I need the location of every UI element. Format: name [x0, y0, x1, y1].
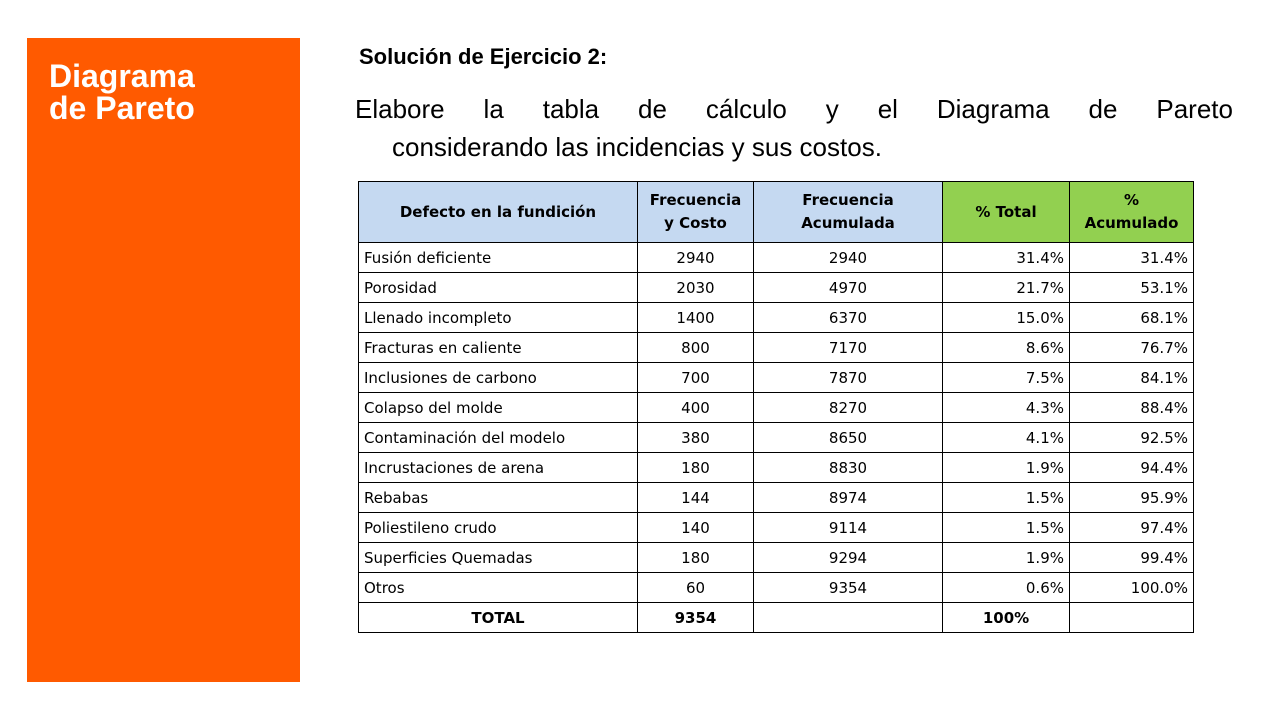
total-pct: 100% [943, 603, 1070, 633]
header-pct-acumulado: % Acumulado [1070, 182, 1194, 243]
cell-pct-acumulado: 88.4% [1070, 393, 1194, 423]
table-row [359, 273, 1194, 303]
cell-defecto: Poliestileno crudo [359, 513, 638, 543]
cell-defecto: Otros [359, 573, 638, 603]
table-row [359, 423, 1194, 453]
header-frecuencia-acumulada: Frecuencia Acumulada [754, 182, 943, 243]
cell-defecto: Contaminación del modelo [359, 423, 638, 453]
cell-defecto: Colapso del molde [359, 393, 638, 423]
table-row [359, 483, 1194, 513]
cell-frecuencia: 140 [638, 513, 754, 543]
cell-frecuencia: 700 [638, 363, 754, 393]
cell-pct-total: 4.1% [943, 423, 1070, 453]
cell-pct-acumulado: 99.4% [1070, 543, 1194, 573]
cell-acumulada: 8270 [754, 393, 943, 423]
cell-acumulada: 8974 [754, 483, 943, 513]
cell-frecuencia: 180 [638, 543, 754, 573]
cell-pct-total: 21.7% [943, 273, 1070, 303]
cell-pct-total: 1.9% [943, 543, 1070, 573]
total-pct-acumulado [1070, 603, 1194, 633]
cell-pct-acumulado: 31.4% [1070, 243, 1194, 273]
cell-frecuencia: 800 [638, 333, 754, 363]
cell-defecto: Fusión deficiente [359, 243, 638, 273]
cell-acumulada: 6370 [754, 303, 943, 333]
header-frecuencia-costo: Frecuencia y Costo [638, 182, 754, 243]
cell-frecuencia: 2030 [638, 273, 754, 303]
cell-frecuencia: 380 [638, 423, 754, 453]
cell-defecto: Incrustaciones de arena [359, 453, 638, 483]
cell-pct-total: 15.0% [943, 303, 1070, 333]
cell-pct-acumulado: 76.7% [1070, 333, 1194, 363]
cell-pct-total: 7.5% [943, 363, 1070, 393]
cell-pct-total: 1.9% [943, 453, 1070, 483]
table-body [359, 243, 1194, 633]
cell-pct-acumulado: 95.9% [1070, 483, 1194, 513]
cell-acumulada: 9354 [754, 573, 943, 603]
table-row [359, 513, 1194, 543]
cell-frecuencia: 180 [638, 453, 754, 483]
cell-defecto: Llenado incompleto [359, 303, 638, 333]
cell-pct-total: 1.5% [943, 513, 1070, 543]
total-label: TOTAL [359, 603, 638, 633]
cell-acumulada: 7170 [754, 333, 943, 363]
pareto-table [358, 181, 1194, 633]
table-row [359, 543, 1194, 573]
cell-defecto: Porosidad [359, 273, 638, 303]
cell-acumulada: 9114 [754, 513, 943, 543]
cell-pct-acumulado: 68.1% [1070, 303, 1194, 333]
table-row [359, 453, 1194, 483]
cell-acumulada: 8830 [754, 453, 943, 483]
instruction-text [355, 90, 1233, 166]
cell-defecto: Superficies Quemadas [359, 543, 638, 573]
cell-defecto: Fracturas en caliente [359, 333, 638, 363]
cell-pct-acumulado: 100.0% [1070, 573, 1194, 603]
table-row [359, 573, 1194, 603]
table-row [359, 363, 1194, 393]
table-row [359, 243, 1194, 273]
cell-acumulada: 8650 [754, 423, 943, 453]
cell-frecuencia: 60 [638, 573, 754, 603]
header-pct-total: % Total [943, 182, 1070, 243]
cell-acumulada: 9294 [754, 543, 943, 573]
cell-pct-acumulado: 92.5% [1070, 423, 1194, 453]
cell-pct-acumulado: 94.4% [1070, 453, 1194, 483]
cell-acumulada: 2940 [754, 243, 943, 273]
cell-pct-acumulado: 97.4% [1070, 513, 1194, 543]
table-row [359, 333, 1194, 363]
table-row [359, 303, 1194, 333]
cell-defecto: Rebabas [359, 483, 638, 513]
cell-frecuencia: 1400 [638, 303, 754, 333]
cell-pct-total: 8.6% [943, 333, 1070, 363]
total-acumulada [754, 603, 943, 633]
cell-acumulada: 4970 [754, 273, 943, 303]
cell-frecuencia: 2940 [638, 243, 754, 273]
total-frecuencia: 9354 [638, 603, 754, 633]
slide-title: Diagrama de Pareto [49, 58, 195, 126]
table-total-row [359, 603, 1194, 633]
solution-heading: Solución de Ejercicio 2: [359, 44, 608, 69]
cell-pct-total: 4.3% [943, 393, 1070, 423]
table-row [359, 393, 1194, 423]
header-defecto: Defecto en la fundición [359, 182, 638, 243]
cell-pct-total: 0.6% [943, 573, 1070, 603]
cell-defecto: Inclusiones de carbono [359, 363, 638, 393]
instruction-line-2: considerando las incidencias y sus costos. [392, 132, 882, 162]
sidebar-panel [27, 38, 300, 682]
cell-acumulada: 7870 [754, 363, 943, 393]
cell-pct-acumulado: 53.1% [1070, 273, 1194, 303]
cell-pct-total: 31.4% [943, 243, 1070, 273]
cell-pct-acumulado: 84.1% [1070, 363, 1194, 393]
table-header-row [359, 182, 1194, 243]
cell-frecuencia: 400 [638, 393, 754, 423]
instruction-line-1: Elabore la tabla de cálculo y el Diagrama de Pareto [355, 94, 1233, 124]
cell-pct-total: 1.5% [943, 483, 1070, 513]
cell-frecuencia: 144 [638, 483, 754, 513]
